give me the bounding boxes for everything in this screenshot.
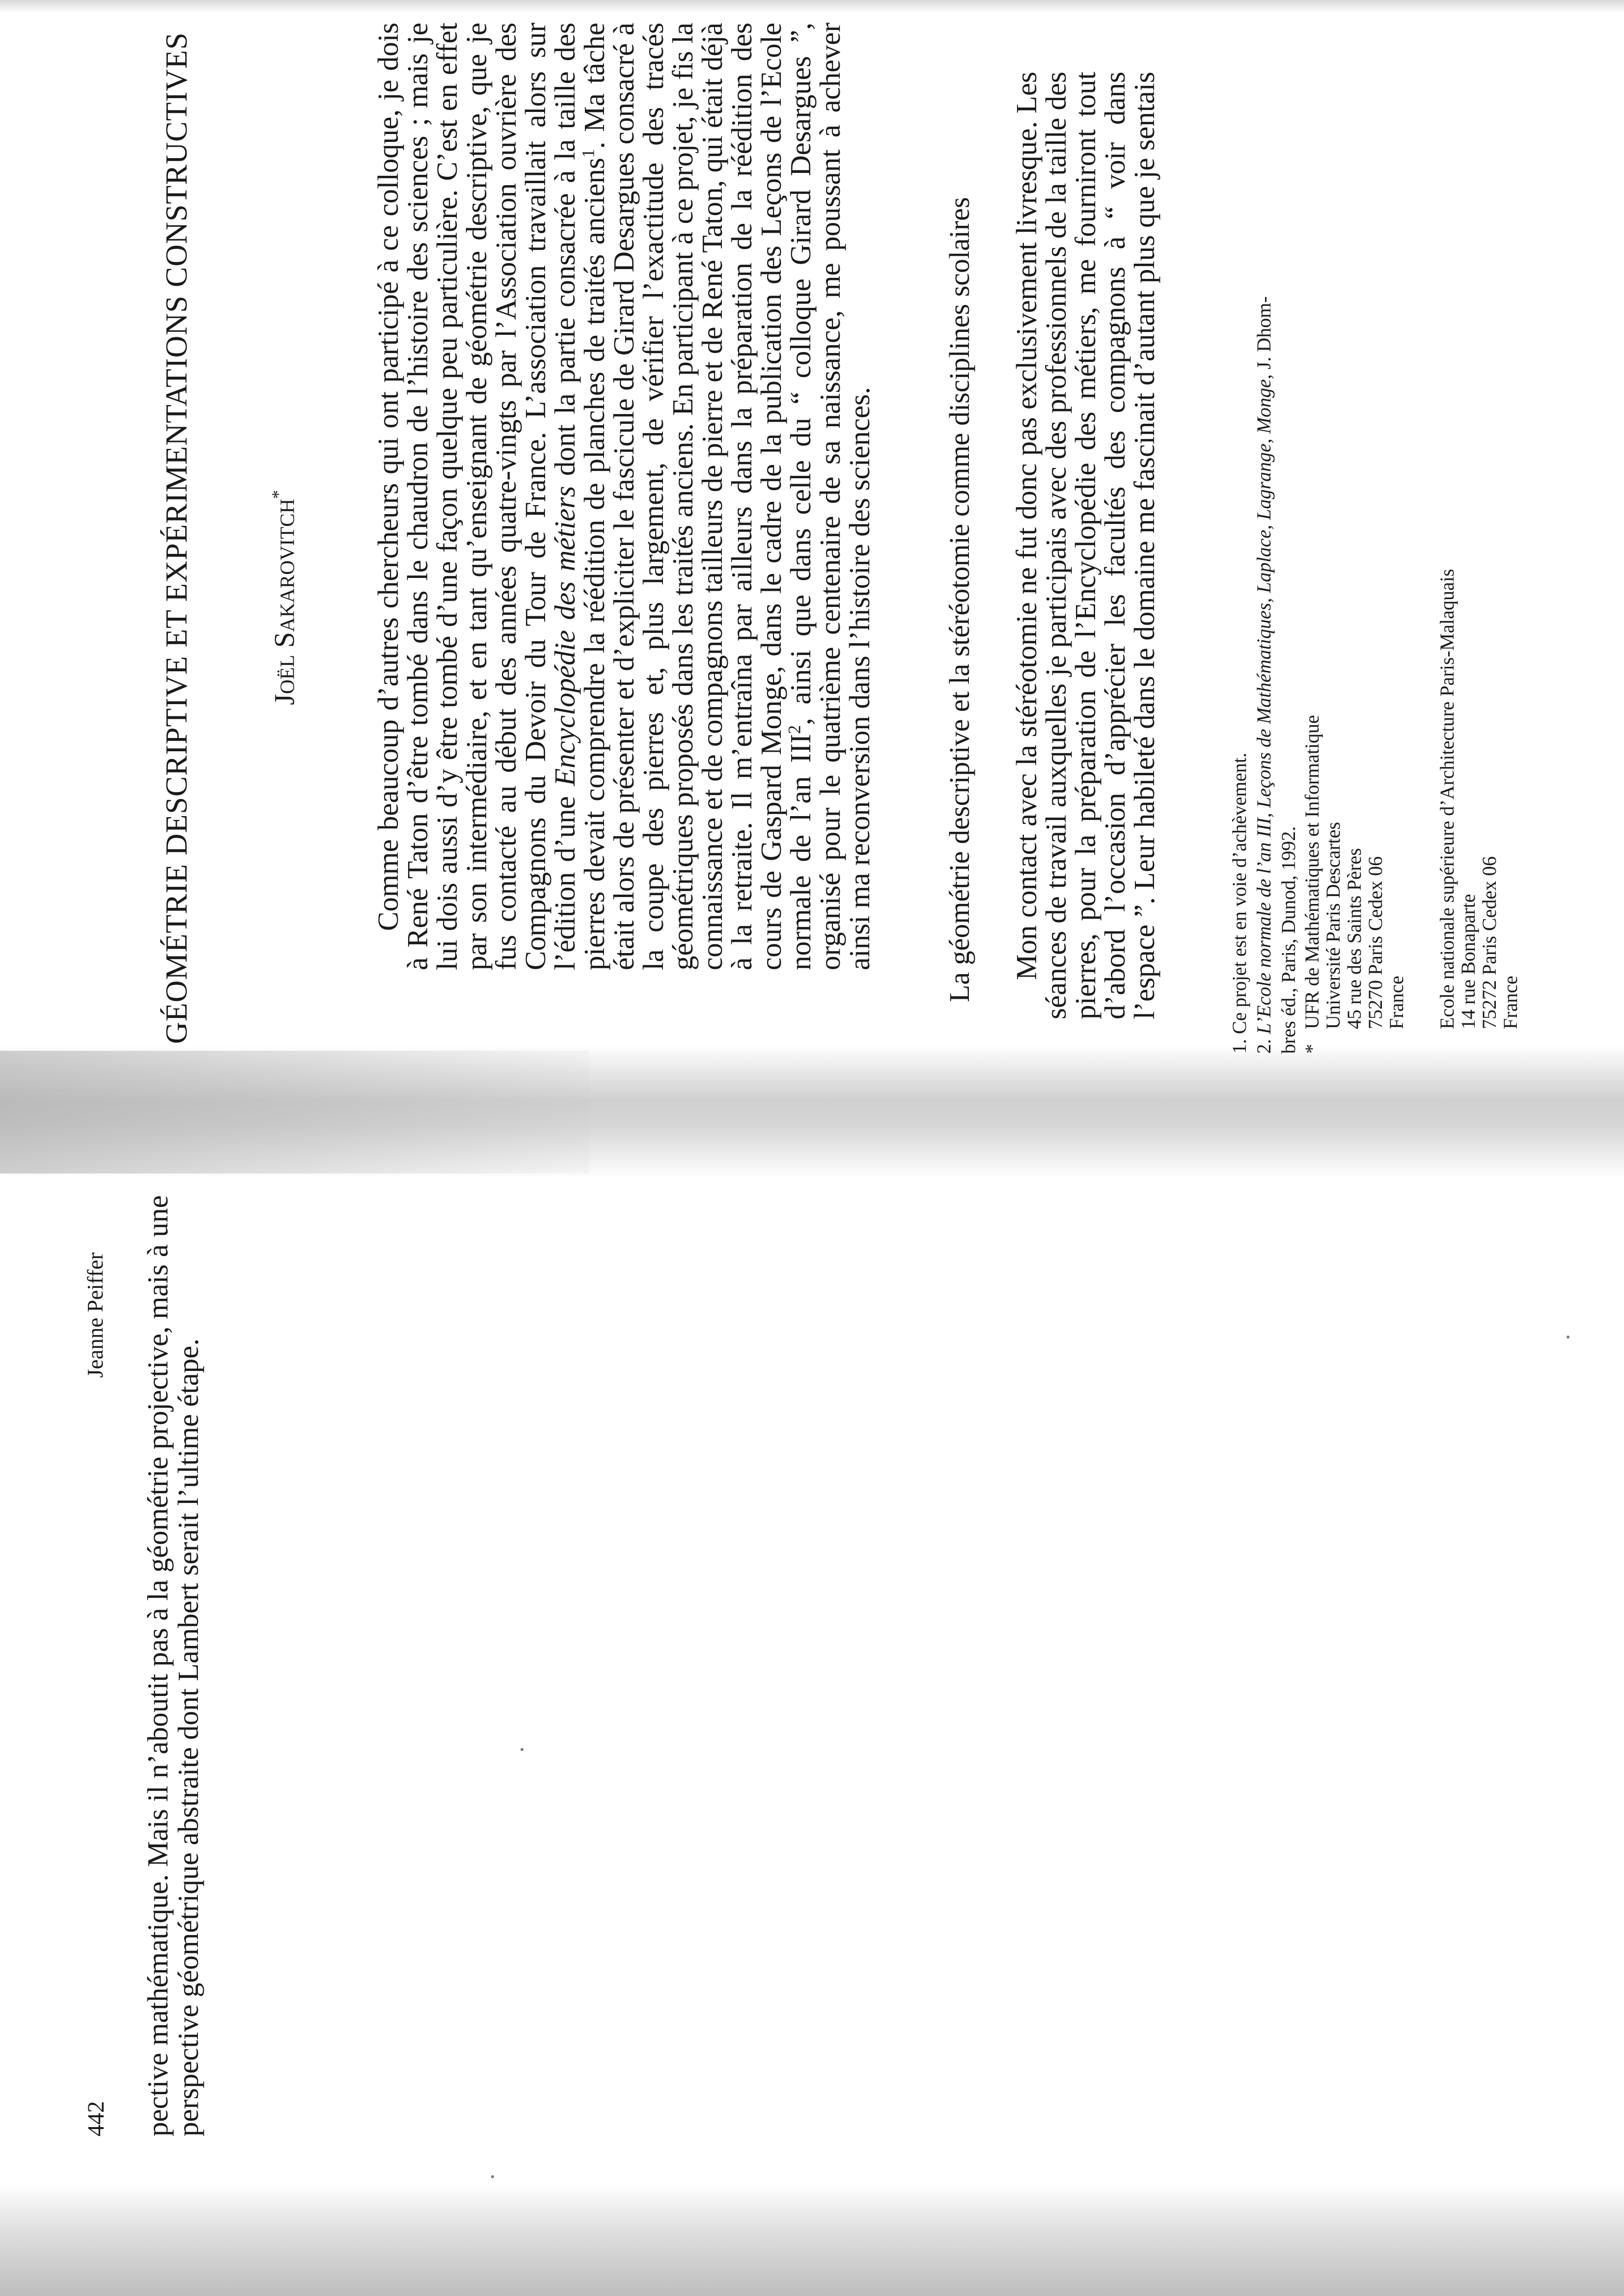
affiliation-2 xyxy=(1436,569,1521,1029)
footnote-text: , J. Dhom- xyxy=(1253,296,1275,380)
scan-speck xyxy=(521,1748,523,1751)
footnote-text: 2. xyxy=(1253,1034,1275,1054)
footnote-1: 1. Ce projet est en voie d’achèvement. xyxy=(1228,752,1250,1054)
footnote-italic: L’Ecole normale de l’an III, Leçons de Mathématiques, Laplace, Lagrange, Monge xyxy=(1253,379,1275,1034)
footnote-2-continued: bres éd., Paris, Dunod, 1992. xyxy=(1277,826,1299,1054)
paragraph-section: Mon contact avec la stéréotomie ne fut donc pas exclusivement livresque. Les séances de travail auxquelles je participais avec des professionnels de la taille des pierres, pour la préparation de l’Encyclopédie des métiers, me fourniront tout d’abord l’occasion d’apprécier les facultés des compagnons à “ voir dans l’espace ”. Leur habileté dans le domaine me fascinait d’autant plus que je sentais xyxy=(1010,72,1160,1019)
author-name xyxy=(268,490,301,705)
section-title: La géométrie descriptive et la stéréotomie comme disciplines scolaires xyxy=(943,197,975,1002)
affiliation-1 xyxy=(1301,715,1407,1054)
affiliation-line: 75272 Paris Cedex 06 xyxy=(1478,856,1500,1029)
affiliation-line: France xyxy=(1385,976,1407,1029)
affiliation-line: UFR de Mathématiques et Informatique xyxy=(1301,715,1323,1029)
affiliation-line: 14 rue Bonaparte xyxy=(1457,894,1479,1029)
text-line: pective mathématique. Mais il n’aboutit pas à la géométrie projective, mais à une xyxy=(141,1195,174,2136)
author-footnote-mark: * xyxy=(268,490,288,499)
paragraph-text: Comme beaucoup d’autres chercheurs qui ont participé à ce colloque, je dois à René Taton d’être tombé dans le chaudron de l’histoire des sciences ; mais je lui dois aussi d’y être tombé d’une façon quelque peu particulière. C’est en effet par son intermédiaire, et en tant qu’enseignant de géométrie descriptive, que je fus contacté au début des années quatre-vingts par l’Association ouvrière des Compagnons du Devoir du Tour de France. L’association travaillait alors sur l’édition d’une xyxy=(372,23,581,970)
affiliation-mark: * xyxy=(1301,1044,1323,1054)
page-number: 442 xyxy=(83,2101,109,2136)
paragraph-text: . Ma tâche était alors de présenter et d’expliciter le fascicule de Girard Desargues consacré à la coupe des pierres et, plus largement, de vérifier l’exactitude des tracés géométriques proposés dans les traités anciens. En participant à ce projet, je fis la connaissance et de compagnons tailleurs de pierre et de René Taton, qui était déjà à la retraite. Il m’entraîna par ailleurs dans la préparation de la réédition des cours de Gaspard Monge, dans le cadre de la publication des Leçons de l’Ecole normale de l’an III xyxy=(578,23,817,970)
running-head: Jeanne Peiffer xyxy=(83,1252,108,1378)
paragraph-text: , ainsi que dans celle du “ colloque Girard Desargues ”, organisé pour le quatrième centenaire de sa naissance, me poussant à achever ainsi ma reconversion dans l’histoire des sciences. xyxy=(784,23,876,970)
scan-speck xyxy=(491,2175,494,2178)
paragraph-intro xyxy=(373,23,874,970)
article-title: GÉOMÉTRIE DESCRIPTIVE ET EXPÉRIMENTATIONS CONSTRUCTIVES xyxy=(160,32,193,1044)
scan-speck xyxy=(1567,1336,1569,1339)
footnote-2 xyxy=(1252,296,1275,1054)
affiliation-line: 45 rue des Saints Pères xyxy=(1343,848,1365,1029)
affiliation-line: Ecole nationale supérieure d’Architecture Paris-Malaquais xyxy=(1436,569,1458,1029)
text-line: perspective géométrique abstraite dont Lambert serait l’ultime étape. xyxy=(172,1338,204,2136)
affiliation-line: France xyxy=(1499,976,1521,1029)
affiliation-line: 75270 Paris Cedex 06 xyxy=(1364,856,1386,1029)
affiliation-line: Université Paris Descartes xyxy=(1322,821,1344,1029)
footnote-ref: 1 xyxy=(578,149,598,158)
footnote-ref: 2 xyxy=(784,725,804,734)
paragraph-text: dont la partie consacrée à la taille des pierres devait comprendre la réédition de planches de traités anciens xyxy=(549,23,610,970)
italic-title: Encyclopédie des métiers xyxy=(549,486,581,786)
author-text: Joël Sakarovitch xyxy=(268,498,301,705)
